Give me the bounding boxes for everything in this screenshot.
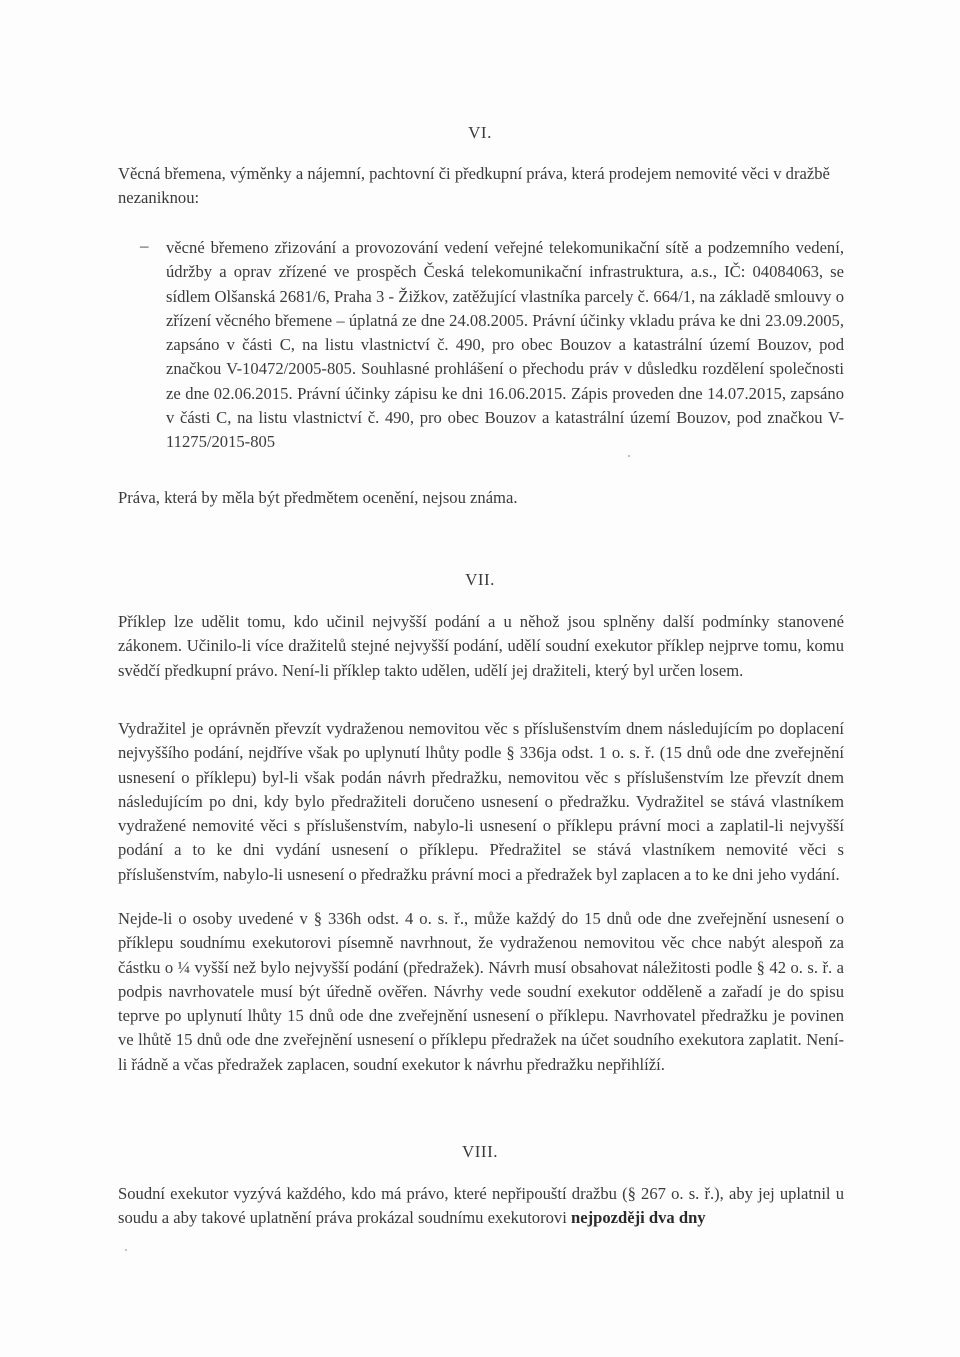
section-viii-para-1 <box>118 1182 844 1231</box>
section-vii-para-1: Příklep lze udělit tomu, kdo učinil nejvyšší podání a u něhož jsou splněny další podmínky stanovené zákonem. Učinilo-li více dražitelů stejné nejvyšší podání, udělí soudní exekutor příklep nejprve tomu, komu svědčí předkupní právo. Není-li příklep takto udělen, udělí jej dražiteli, který byl určen losem. <box>118 612 844 680</box>
section-vii-para-3: Nejde-li o osoby uvedené v § 336h odst. 4 o. s. ř., může každý do 15 dnů ode dne zveřejnění usnesení o příklepu soudnímu exekutorovi písemně navrhnout, že vydraženou nemovitou věc chce nabýt alespoň za částku o ¼ vyšší než bylo nejvyšší podání (předražek). Návrh musí obsahovat náležitosti podle § 42 o. s. ř. a podpis navrhovatele musí být úředně ověřen. Návrhy vede soudní exekutor odděleně a zařadí je do spisu teprve po uplynutí lhůty 15 dnů ode dne zveřejnění usnesení o příklepu. Navrhovatel předražku je povinen ve lhůtě 15 dnů ode dne zveřejnění usnesení o příklepu předražek na účet soudního exekutora zaplatit. Není-li řádně a včas předražek zaplacen, soudní exekutor k návrhu předražku nepřihlíží. <box>118 909 844 1074</box>
section-vii-para-2: Vydražitel je oprávněn převzít vydraženou nemovitou věc s příslušenstvím dnem následujícím po doplacení nejvyššího podání, nejdříve však po uplynutí lhůty podle § 336ja odst. 1 o. s. ř. (15 dnů ode dne zveřejnění usnesení o příklepu) byl-li však podán návrh předražku, nemovitou věc s příslušenstvím lze převzít dnem následujícím po dni, kdy bylo předražiteli doručeno usnesení o předražku. Vydražitel se stává vlastníkem vydražené nemovité věci s příslušenstvím, nabylo-li usnesení o příklepu právní moci a zaplatil-li nejvyšší podání a to ke dni vydání usnesení o příklepu. Předražitel se stává vlastníkem nemovité věci s příslušenstvím, nabylo-li usnesení o předražku právní moci a předražek byl zaplacen a to ke dni jeho vydání. <box>118 719 844 884</box>
bullet-dash: – <box>140 236 149 255</box>
section-vi-rights: Práva, která by měla být předmětem ocenění, nejsou známa. <box>118 488 518 507</box>
section-heading-viii: VIII. <box>461 1142 498 1161</box>
section-vi-intro: Věcná břemena, výměnky a nájemní, pachtovní či předkupní práva, která prodejem nemovité věci v dražbě nezaniknou: <box>118 164 830 208</box>
scan-speck <box>628 455 630 457</box>
section-viii-para-1-text: Soudní exekutor vyzývá každého, kdo má právo, které nepřipouští dražbu (§ 267 o. s. ř.), aby jej uplatnil u soudu a aby takové uplatnění práva prokázal soudnímu exekutorovi <box>118 1184 844 1228</box>
scan-speck <box>125 1249 127 1251</box>
section-heading-vi: VI. <box>468 123 492 142</box>
section-heading-vii: VII. <box>465 570 495 589</box>
section-vi-bullet-easement: věcné břemeno zřizování a provozování vedení veřejné telekomunikační sítě a podzemního vedení, údržby a oprav zřízené ve prospěch Česká telekomunikační infrastruktura, a.s., IČ: 04084063, se sídlem Olšanská 2681/6, Praha 3 - Žižkov, zatěžující vlastníka parcely č. 664/1, na základě smlouvy o zřízení věcného břemene – úplatná ze dne 24.08.2005. Právní účinky vkladu práva ke dni 23.09.2005, zapsáno v části C, na listu vlastnictví č. 490, pro obec Bouzov a katastrální území Bouzov, pod značkou V-10472/2005-805. Souhlasné prohlášení o přechodu práv v důsledku rozdělení společnosti ze dne 02.06.2015. Právní účinky zápisu ke dni 16.06.2015. Zápis proveden dne 14.07.2015, zapsáno v části C, na listu vlastnictví č. 490, pro obec Bouzov a katastrální území Bouzov, pod značkou V-11275/2015-805 <box>166 238 844 452</box>
section-viii-para-1-bold: nejpozději dva dny <box>570 1208 706 1228</box>
